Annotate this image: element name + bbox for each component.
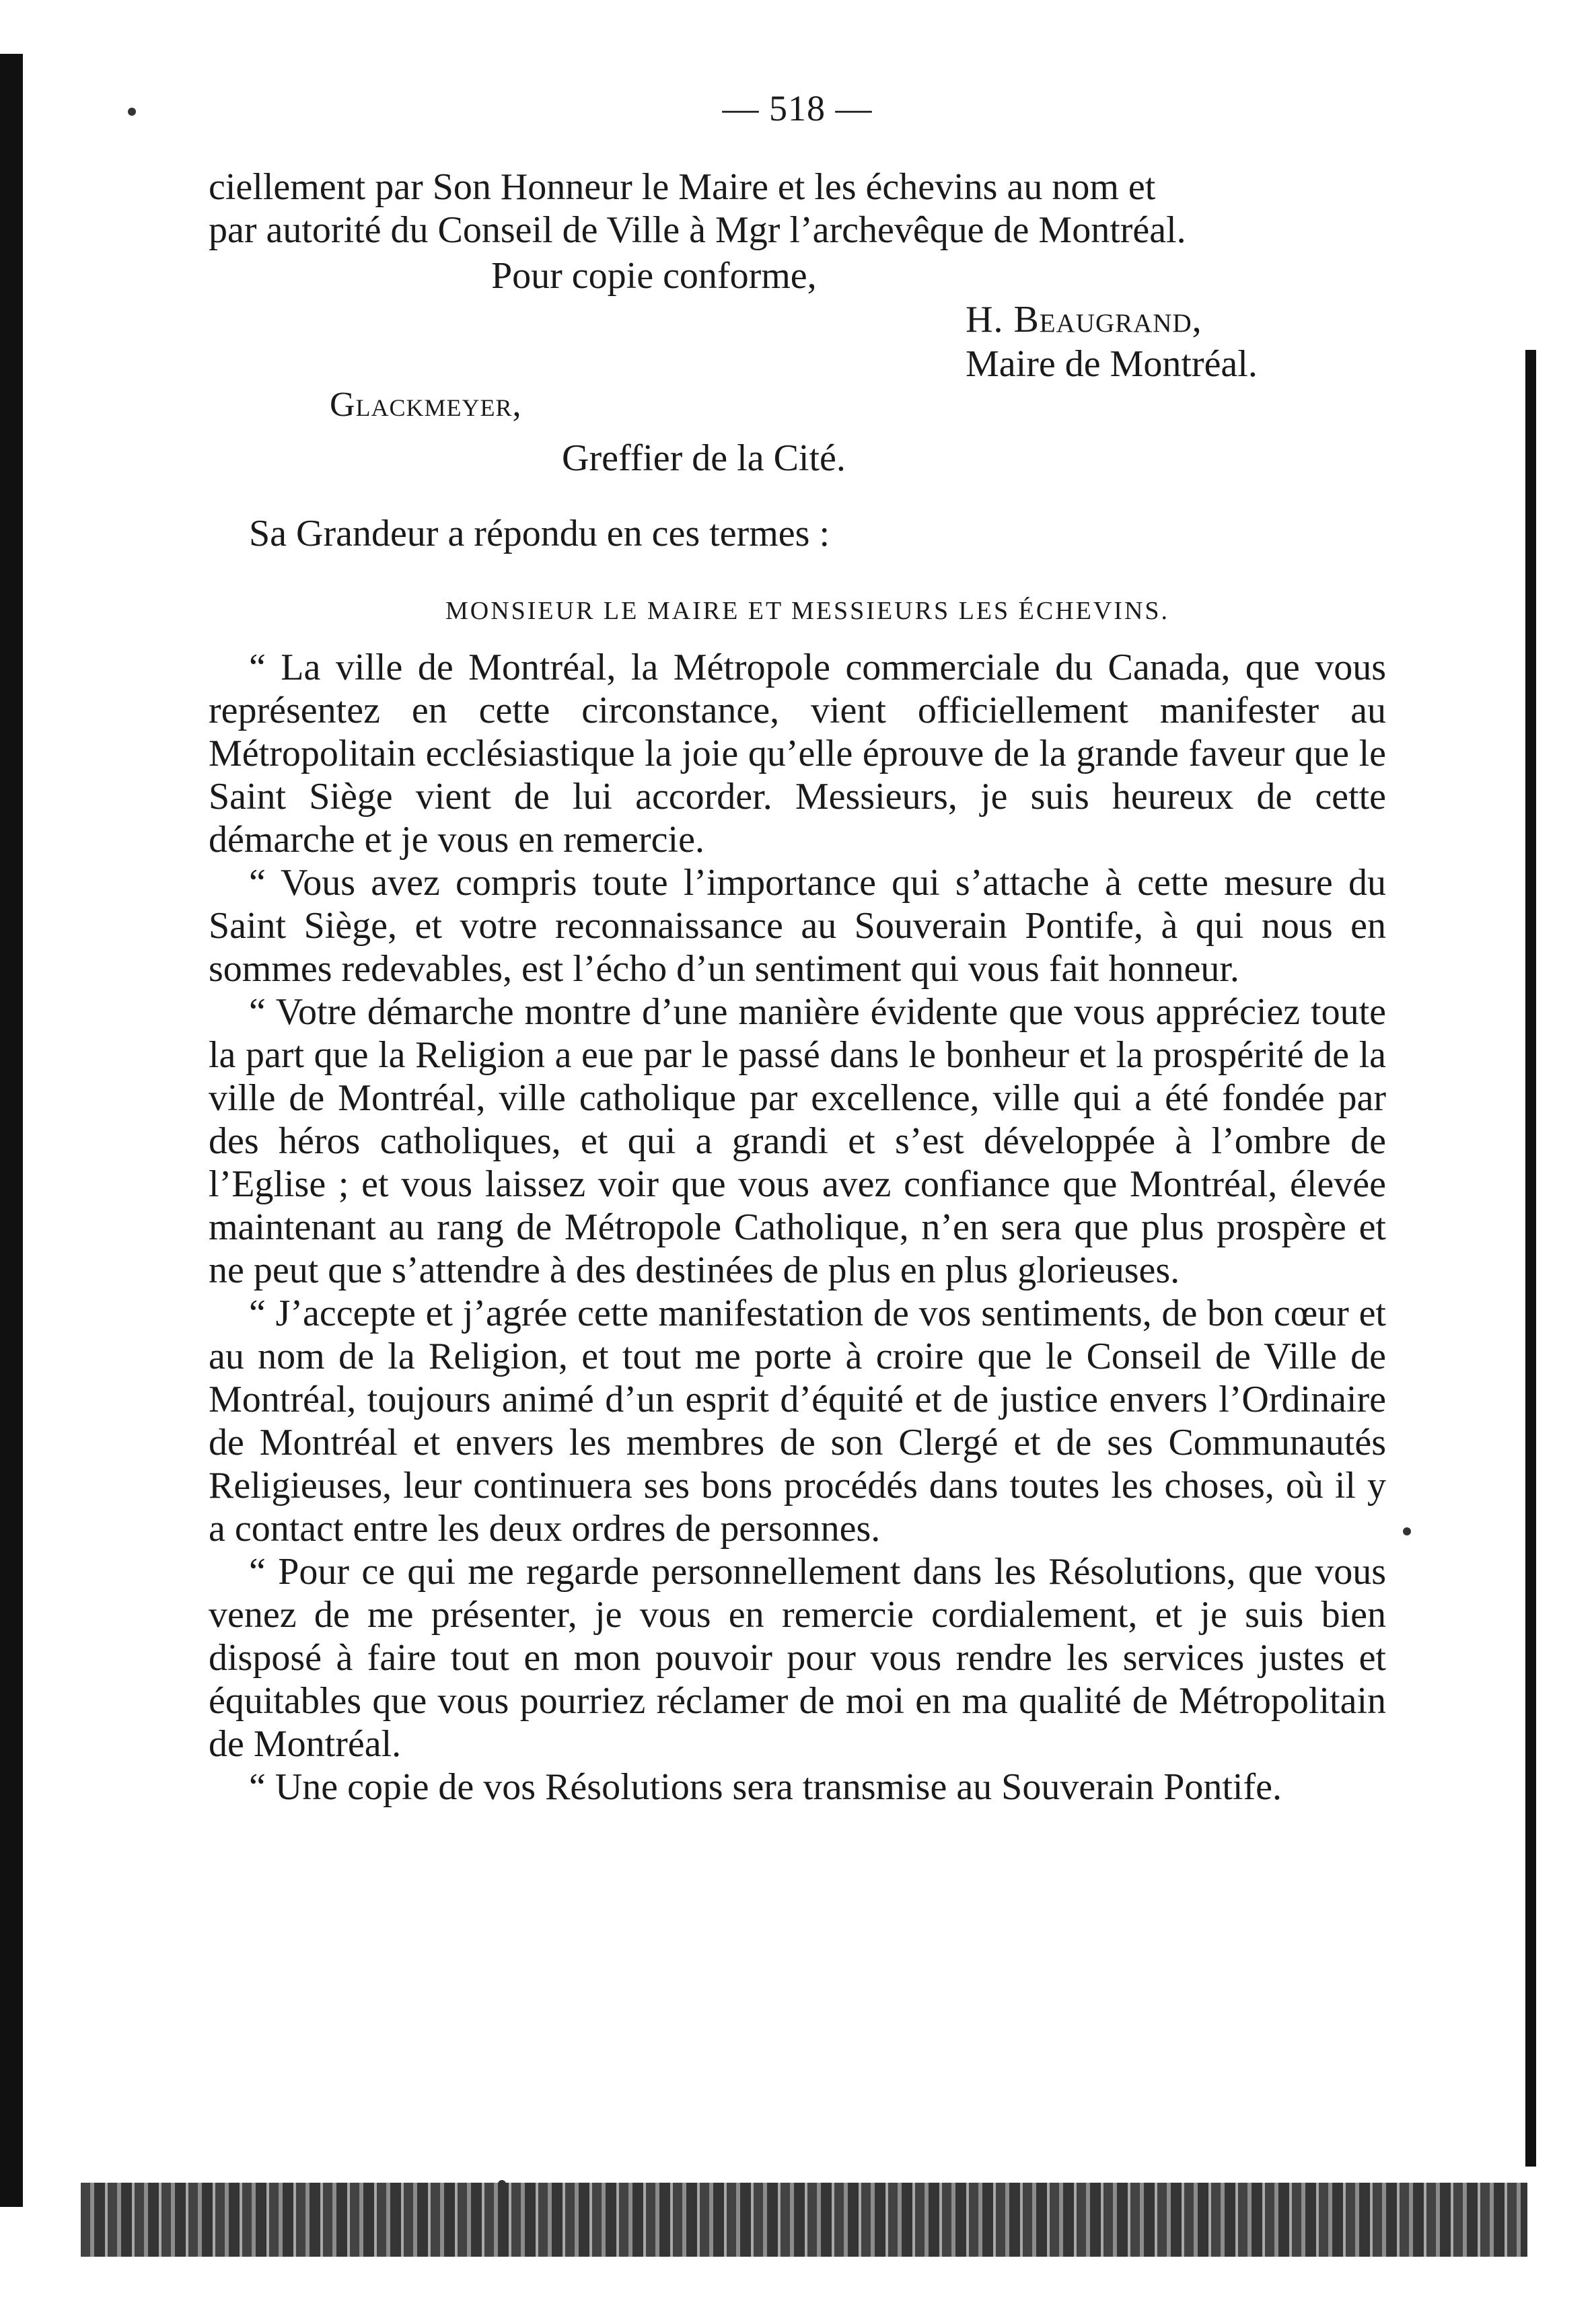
opening-text (209, 166, 1386, 252)
scan-bottom-edge (81, 2183, 1527, 2257)
paragraph: “ Pour ce qui me regarde personnellement dans les Résolutions, que vous venez de me présenter, je vous en remercie cordialement, et je suis bien disposé à faire tout en mon pouvoir pour vous rendre les services justes et équitables que vous pourriez réclamer de moi en ma qualité de Métropolitain de Montréal. (209, 1551, 1386, 1765)
paragraph: “ Votre démarche montre d’une manière évidente que vous appréciez toute la part que la Religion a eue par le passé dans le bonheur et la prospérité de la ville de Montréal, ville catholique par excellence, ville qui a été fondée par des héros catholiques, et qui a grandi et s’est développée à l’ombre de l’Eglise ; et vous laissez voir que vous avez confiance que Montréal, élevée maintenant au rang de Métropole Catholique, n’en sera que plus prospère et ne peut que s’attendre à des destinées de plus en plus glorieuses. (209, 991, 1386, 1291)
scan-speck (498, 2180, 506, 2188)
paragraph: “ Vous avez compris toute l’importance qui s’attache à cette mesure du Saint Siège, et votre reconnaissance au Souverain Pontife, à qui nous en sommes redevables, est l’écho d’un sentiment qui vous fait honneur. (209, 862, 1386, 990)
pour-copie-conforme: Pour copie conforme, (491, 255, 817, 297)
opening-line: ciellement par Son Honneur le Maire et les échevins au nom et (209, 166, 1156, 208)
clerk-name: Glackmeyer, (330, 386, 522, 424)
opening-line: par autorité du Conseil de Ville à Mgr l’archevêque de Montréal. (209, 209, 1186, 251)
page-number: — 518 — (722, 88, 873, 129)
address-heading: MONSIEUR LE MAIRE ET MESSIEURS LES ÉCHEVINS. (445, 597, 1170, 625)
scan-left-edge (0, 54, 23, 2207)
document-page (209, 87, 1386, 1809)
mayor-title: Maire de Montréal. (966, 343, 1258, 385)
paragraph: “ J’accepte et j’agrée cette manifestation de vos sentiments, de bon cœur et au nom de la Religion, et tout me porte à croire que le Conseil de Ville de Montréal, toujours animé d’un esprit d’équité et de justice envers l’Ordinaire de Montréal et envers les membres de son Clergé et de ses Communautés Religieuses, leur continuera ses bons procédés dans toutes les choses, où il y a contact entre les deux ordres de personnes. (209, 1293, 1386, 1550)
paragraph: “ Une copie de vos Résolutions sera transmise au Souverain Pontife. (249, 1766, 1282, 1808)
mayor-name: H. Beaugrand, (966, 299, 1202, 340)
reply-intro: Sa Grandeur a répondu en ces termes : (249, 513, 830, 554)
scan-right-edge (1525, 350, 1536, 2167)
clerk-title: Greffier de la Cité. (562, 437, 846, 479)
scan-speck (1403, 1527, 1411, 1535)
scan-speck (128, 108, 136, 116)
paragraph: “ La ville de Montréal, la Métropole commerciale du Canada, que vous représentez en cette circonstance, vient officiellement manifester au Métropolitain ecclésiastique la joie qu’elle éprouve de la grande faveur que le Saint Siège vient de lui accorder. Messieurs, je suis heureux de cette démarche et je vous en remercie. (209, 647, 1386, 861)
